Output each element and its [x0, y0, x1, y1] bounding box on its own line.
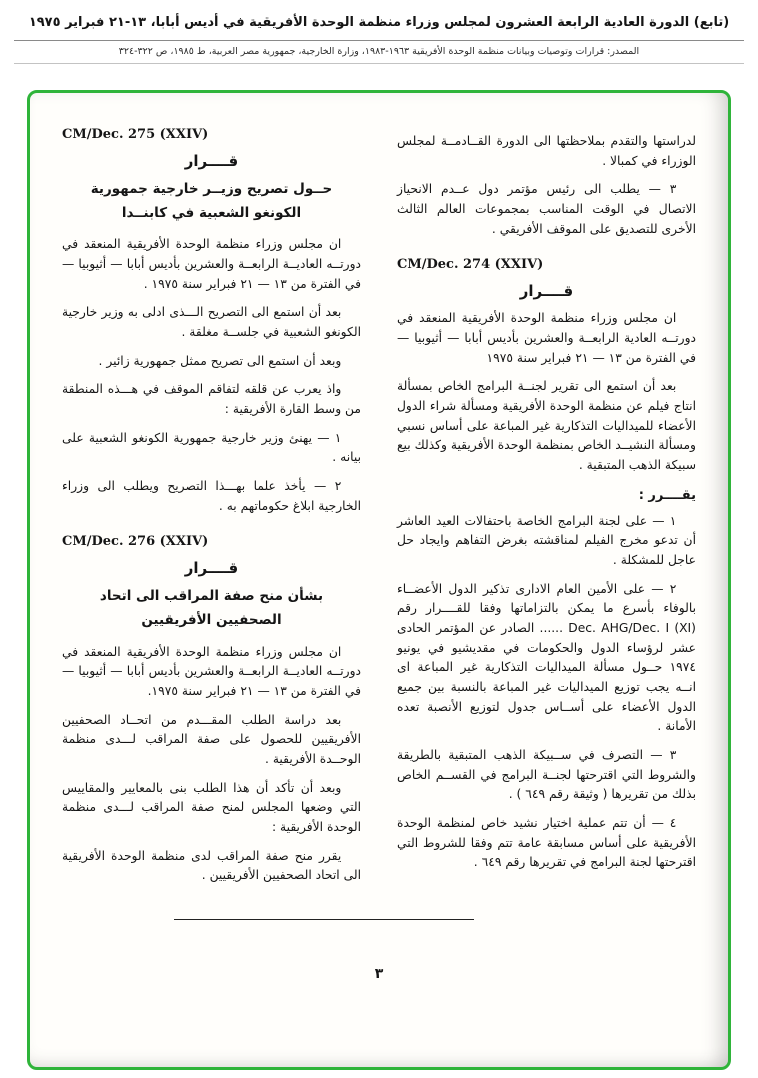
document-frame [27, 90, 731, 1070]
paragraph: ٣ — التصرف في ســبيكة الذهب المتبقية بالطريقة والشروط التي اقترحتها لجنــة البرامج في القســم الخاص بذلك من تقريرها ( وثيقة رقم ٦٤٩ ) . [397, 748, 696, 802]
paragraph: وبعد أن استمع الى تصريح ممثل جمهورية زائير . [98, 353, 342, 368]
paragraph: ٢ — على الأمين العام الادارى تذكير الدول الأعضــاء بالوفاء بأسرع ما يمكن بالتزاماتها وفقا للقــــرار رقم (Dec. AHG/Dec. I (XI ...... الصادر عن المؤتمر الحادى عشر لرؤساء الدول والحكومات في مقديشيو في يونيو ١٩٧٤ حــول مسألة الميداليات التذكارية غير المباعة اى انــه يجب توزيع الميداليات غير المباعة بالنسبة بين جميع الدول الأعضاء على أســاس جدول لتوزيع الأنصبة تعده الأمانة . [397, 581, 696, 734]
journal-header [0, 0, 758, 64]
paragraph: لدراستها والتقدم بملاحظتها الى الدورة القــادمــة لمجلس الوزراء في كمبالا . [397, 134, 696, 168]
paragraph: يقرر منح صفة المراقب لدى منظمة الوحدة الأفريقية الى اتحاد الصحفيين الأفريقيين . [62, 848, 361, 883]
source-line: المصدر: قرارات وتوصيات وبيانات منظمة الوحدة الأفريقية ١٩٦٣-١٩٨٣، وزارة الخارجية، جمهورية مصر العربية، ط ١٩٨٥، ص ٣٢٢-٣٢٤ [118, 46, 640, 58]
paragraph: ١ — على لجنة البرامج الخاصة باحتفالات العيد العاشر أن تدعو مخرج الفيلم لمناقشته بغرض التفاهم وايجاد حل عاجل للمشكلة . [397, 513, 696, 568]
paragraph: ان مجلس وزراء منظمة الوحدة الأفريقية المنعقد في دورتــه العادية الرابعــة والعشرين بأديس أبابا — أثيوبيا — في الفترة من ١٣ — ٢١ فبراير سنة ١٩٧٥ [397, 311, 696, 365]
column-right [397, 123, 696, 895]
decision-title: قــــرار [519, 282, 574, 301]
decision-title: قــــرار [184, 152, 239, 170]
resolves-line: يقــــرر : [638, 487, 696, 503]
paragraph: ٢ — يأخذ علما بهـــذا التصريح ويطلب الى وزراء الخارجية ابلاغ حكوماتهم به . [62, 478, 361, 513]
session-title: (تابع) الدورة العادية الرابعة العشرون لمجلس وزراء منظمة الوحدة الأفريقية في أديس أبابا، ١٣-٢١ فبراير ١٩٧٥ [28, 15, 730, 30]
end-divider [174, 919, 474, 920]
paragraph: ١ — يهنئ وزير خارجية جمهورية الكونغو الشعبية على بيانه . [62, 430, 361, 465]
paragraph: وبعد أن تأكد أن هذا الطلب بنى بالمعايير والمقاييس التي وضعها المجلس لمنح صفة المراقب لـــدى منظمة الوحدة الأفريقية : [62, 780, 361, 834]
decision-heading: بشأن منح صفة المراقب الى اتحاد الصحفيين الأفريقيين [99, 588, 324, 628]
paragraph: بعد أن استمع الى التصريح الـــذى ادلى به وزير خارجية الكونغو الشعبية في جلســة مغلقة . [62, 305, 361, 339]
page-number: ٣ [374, 965, 384, 982]
paragraph: ان مجلس وزراء منظمة الوحدة الأفريقية المنعقد في دورتــه العاديــة الرابعــة والعشرين بأديس أبابا — أثيوبيا — في الفترة من ١٣ — ٢١ فبراير سنة ١٩٧٥. [62, 644, 361, 698]
paragraph: واذ يعرب عن قلقه لتفاقم الموقف في هـــذه المنطقة من وسط القارة الأفريقية : [62, 382, 361, 416]
paragraph: بعد أن استمع الى تقرير لجنــة البرامج الخاص بمسألة انتاج فيلم عن منظمة الوحدة الأفريقية ومسألة شراء الدول الأعضاء للميداليات التذكارية غير المباعة على أساس نسبي ومسألة النشيــد الخاص بمنظمة الوحدة الأفريقية وكذلك بيع سبيكة الذهب المتبقية . [397, 379, 696, 473]
page-columns [62, 123, 696, 895]
paragraph: ان مجلس وزراء منظمة الوحدة الأفريقية المنعقد في دورتــه العاديــة الرابعــة والعشرين بأديس أبابا — أثيوبيا — في الفترة من ١٣ — ٢١ فبراير سنة ١٩٧٥ . [62, 237, 361, 291]
decision-heading: حــول تصريح وزيــر خارجية جمهورية الكونغو الشعبية في كابنــدا [90, 181, 333, 221]
decision-ref: CM/Dec. 276 (XXIV) [62, 534, 209, 550]
header-divider-light [14, 63, 744, 64]
paragraph: ٣ — يطلب الى رئيس مؤتمر دول عــدم الانحياز الاتصال في الوقت المناسب بمجموعات العالم الثالث الأخرى للتصديق على الموقف الأفريقي . [397, 182, 696, 236]
paragraph: بعد دراسة الطلب المقـــدم من اتحــاد الصحفيين الأفريقيين للحصول على صفة المراقب لـــدى منظمة الوحــدة الأفريقية . [62, 712, 361, 766]
header-divider [14, 40, 744, 41]
decision-ref: CM/Dec. 274 (XXIV) [397, 257, 544, 273]
decision-ref: CM/Dec. 275 (XXIV) [62, 127, 209, 142]
column-left [62, 123, 361, 895]
paragraph: ٤ — أن تتم عملية اختيار نشيد خاص لمنظمة الوحدة الأفريقية على أساس مسابقة عامة تتم وفقا للشروط التي اقترحتها لجنة البرامج في تقريرها رقم ٦٤٩ . [397, 816, 696, 870]
decision-title: قــــرار [184, 559, 239, 578]
